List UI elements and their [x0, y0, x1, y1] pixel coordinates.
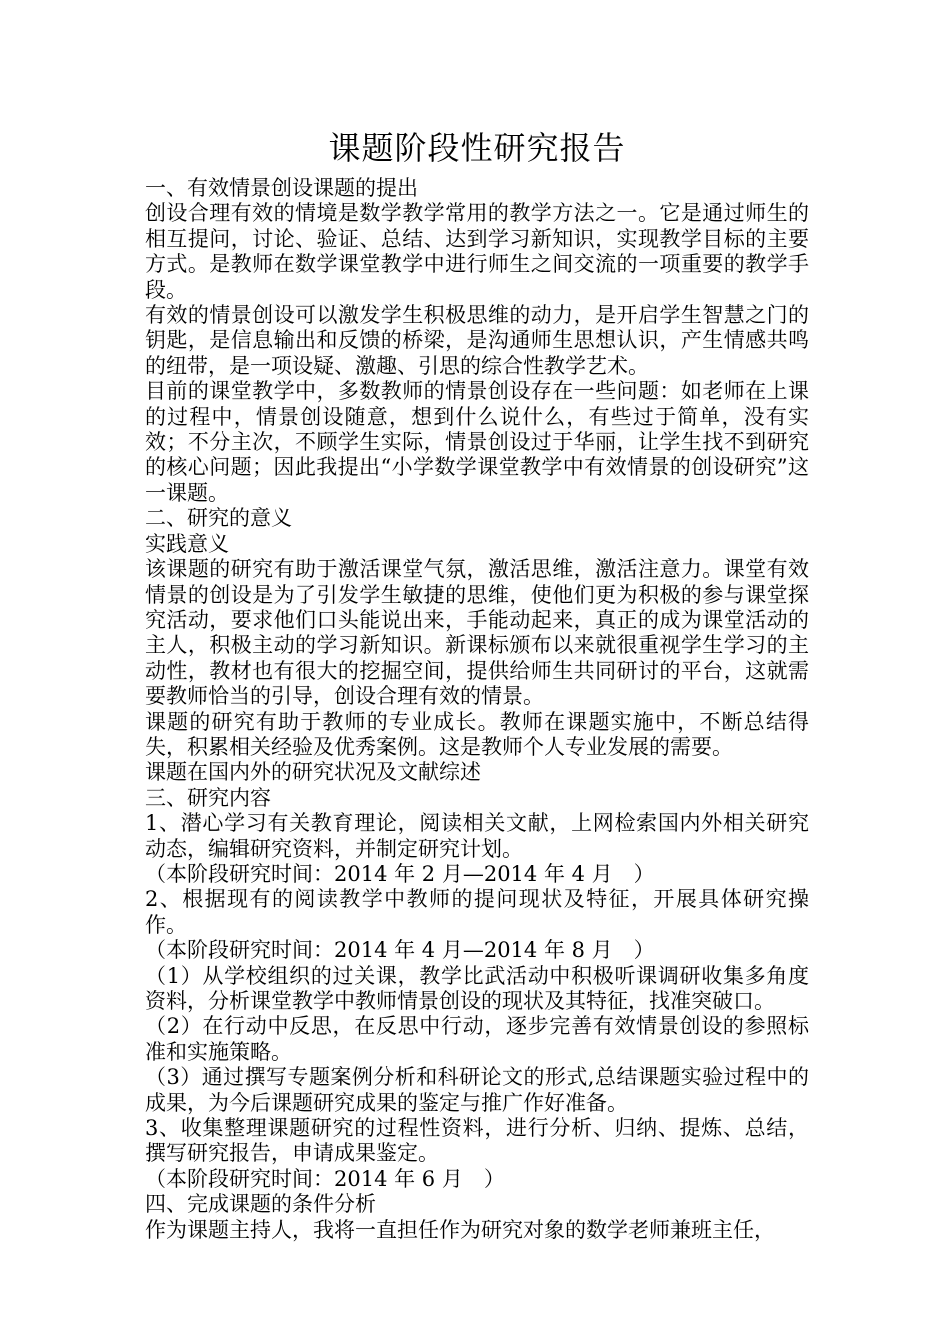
section-heading-1: 一、有效情景创设课题的提出 — [145, 176, 418, 200]
time-note: （本阶段研究时间：2014 年 2 月—2014 年 4 月 ） — [145, 861, 655, 886]
time-note: （本阶段研究时间：2014 年 4 月—2014 年 8 月 ） — [145, 938, 655, 963]
list-item: 1、潜心学习有关教育理论，阅读相关文献，上网检索国内外相关研究动态，编辑研究资料，并制定研究计划。 — [145, 811, 809, 861]
list-item: 2、根据现有的阅读教学中教师的提问现状及特征，开展具体研究操作。 — [145, 887, 809, 937]
section-heading-4: 四、完成课题的条件分析 — [145, 1192, 376, 1217]
section-heading-2: 二、研究的意义 — [145, 506, 292, 531]
subheading: 实践意义 — [145, 531, 229, 556]
paragraph: 有效的情景创设可以激发学生积极思维的动力，是开启学生智慧之门的钥匙，是信息输出和反馈的桥梁，是沟通师生思想认识，产生情感共鸣的纽带，是一项设疑、激趣、引思的综合性教学艺术。 — [145, 303, 809, 378]
sub-list-item: （1）从学校组织的过关课，教学比武活动中积极听课调研收集多角度资料，分析课堂教学中教师情景创设的现状及其特征，找准突破口。 — [145, 963, 809, 1013]
paragraph: 创设合理有效的情境是数学教学常用的教学方法之一。它是通过师生的相互提问，讨论、验证、总结、达到学习新知识，实现教学目标的主要方式。是教师在数学课堂教学中进行师生之间交流的一项重要的教学手段。 — [145, 201, 809, 302]
document-title: 课题阶段性研究报告 — [328, 129, 626, 167]
subheading: 课题在国内外的研究状况及文献综述 — [145, 760, 481, 785]
sub-list-item: （3）通过撰写专题案例分析和科研论文的形式,总结课题实验过程中的成果，为今后课题研究成果的鉴定与推广作好准备。 — [145, 1065, 809, 1115]
paragraph: 目前的课堂教学中，多数教师的情景创设存在一些问题：如老师在上课的过程中，情景创设随意，想到什么说什么，有些过于简单，没有实效；不分主次，不顾学生实际，情景创设过于华丽，让学生找不到研究的核心问题；因此我提出“小学数学课堂教学中有效情景的创设研究”这一课题。 — [145, 379, 809, 505]
paragraph: 作为课题主持人，我将一直担任作为研究对象的数学老师兼班主任， — [145, 1217, 775, 1242]
section-heading-3: 三、研究内容 — [145, 785, 271, 810]
paragraph: 课题的研究有助于教师的专业成长。教师在课题实施中，不断总结得失，积累相关经验及优秀案例。这是教师个人专业发展的需要。 — [145, 709, 809, 759]
paragraph: 该课题的研究有助于激活课堂气氛，激活思维，激活注意力。课堂有效情景的创设是为了引发学生敏捷的思维，使他们更为积极的参与课堂探究活动，要求他们口头能说出来，手能动起来，真正的成为课堂活动的主人，积极主动的学习新知识。新课标颁布以来就很重视学生学习的主动性，教材也有很大的挖掘空间，提供给师生共同研讨的平台，这就需要教师恰当的引导，创设合理有效的情景。 — [145, 557, 809, 709]
list-item: 3、收集整理课题研究的过程性资料，进行分析、归纳、提炼、总结，撰写研究报告，申请成果鉴定。 — [145, 1116, 809, 1166]
document-page — [145, 120, 809, 1243]
sub-list-item: （2）在行动中反思，在反思中行动，逐步完善有效情景创设的参照标准和实施策略。 — [145, 1014, 809, 1064]
time-note: （本阶段研究时间：2014 年 6 月 ） — [145, 1166, 505, 1191]
